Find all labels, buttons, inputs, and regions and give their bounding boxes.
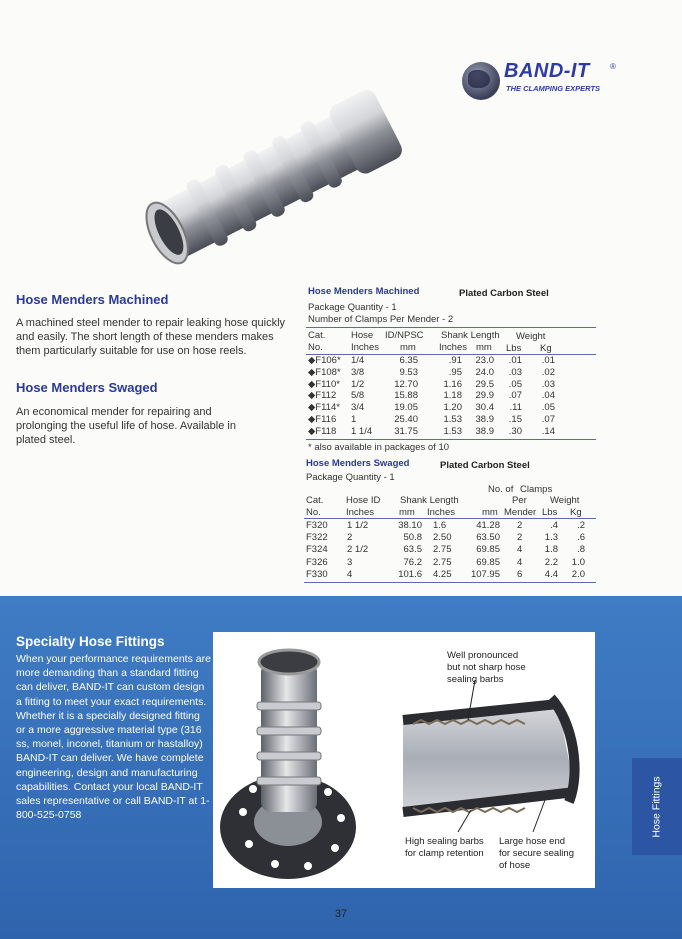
swaged-cell-cat: F330 bbox=[306, 568, 328, 580]
machined-cell-shank-in: 1.18 bbox=[443, 390, 462, 402]
col-lbs: Lbs bbox=[542, 507, 558, 518]
machined-cell-shank-in: 1.53 bbox=[443, 414, 462, 425]
col-cat: Cat. bbox=[308, 330, 326, 341]
logo-name: BAND-IT bbox=[504, 60, 590, 82]
machined-cell-hose: 1 1/4 bbox=[351, 425, 373, 437]
specialty-heading: Specialty Hose Fittings bbox=[16, 634, 165, 649]
col-mm: mm bbox=[482, 507, 498, 518]
table-divider bbox=[304, 582, 596, 583]
swaged-package-qty: Package Quantity - 1 bbox=[306, 472, 395, 483]
page-number: 37 bbox=[334, 908, 348, 920]
callout-line: for clamp retention bbox=[405, 848, 484, 859]
col-kg: Kg bbox=[540, 343, 552, 354]
col-no: No. bbox=[308, 342, 323, 353]
machined-cell-kg: .14 bbox=[541, 425, 555, 437]
swaged-cell-clamps: 2 bbox=[517, 520, 523, 531]
swaged-cell-clamps: 2 bbox=[517, 532, 523, 544]
swaged-cell-mm: 41.28 bbox=[476, 520, 500, 531]
machined-cell-hose: 5/8 bbox=[351, 390, 365, 402]
table-divider bbox=[306, 327, 596, 328]
col-no: No. bbox=[306, 507, 321, 518]
col-hose-id: Hose ID bbox=[346, 495, 381, 506]
machined-cell-id-mm: 6.35 bbox=[399, 355, 418, 366]
logo-tagline: THE CLAMPING EXPERTS bbox=[506, 84, 601, 93]
col-hose-inches: Inches bbox=[351, 342, 379, 353]
col-weight: Weight bbox=[516, 331, 546, 342]
swaged-cell-kg: .2 bbox=[577, 520, 585, 531]
machined-cell-lbs: .01 bbox=[508, 355, 522, 366]
machined-cell-shank-mm: 24.0 bbox=[475, 366, 494, 378]
col-shank-mm: mm bbox=[399, 507, 415, 518]
machined-cell-hose: 3/8 bbox=[351, 366, 365, 378]
col-shank-in: Inches bbox=[439, 342, 467, 353]
machined-cell-cat: ◆F106* bbox=[308, 355, 341, 366]
table-divider bbox=[304, 518, 596, 519]
machined-clamps: Number of Clamps Per Mender - 2 bbox=[308, 314, 454, 325]
col-lbs: Lbs bbox=[506, 343, 522, 354]
callout-line: Large hose end bbox=[499, 836, 566, 847]
machined-cell-shank-in: .91 bbox=[448, 355, 462, 366]
swaged-cell-mm: 69.85 bbox=[476, 556, 500, 568]
machined-cell-cat: ◆F118 bbox=[308, 425, 337, 437]
swaged-cell-shank-in: 4.25 bbox=[433, 568, 452, 580]
swaged-cell-shank-mm: 63.5 bbox=[403, 544, 422, 556]
swaged-cell-mm: 63.50 bbox=[476, 532, 500, 544]
machined-cell-cat: ◆F108* bbox=[308, 366, 341, 378]
col-shank: Shank Length bbox=[400, 495, 459, 506]
machined-cell-lbs: .05 bbox=[508, 378, 522, 390]
machined-cell-id-mm: 25.40 bbox=[394, 414, 418, 425]
swaged-cell-lbs: 4.4 bbox=[544, 568, 558, 580]
callout-line: for secure sealing bbox=[499, 848, 574, 859]
machined-cell-lbs: .30 bbox=[508, 425, 522, 437]
machined-cell-id-mm: 9.53 bbox=[399, 366, 418, 378]
machined-cell-kg: .02 bbox=[541, 366, 555, 378]
swaged-cell-mm: 69.85 bbox=[476, 544, 500, 556]
machined-cell-hose: 1 bbox=[351, 414, 357, 425]
logo-registered: ® bbox=[610, 62, 616, 71]
swaged-cell-shank-mm: 50.8 bbox=[403, 532, 422, 544]
swaged-material: Plated Carbon Steel bbox=[440, 460, 530, 471]
col-shank-in: Inches bbox=[427, 507, 455, 518]
machined-cell-cat: ◆F112 bbox=[308, 390, 337, 402]
swaged-cell-cat: F324 bbox=[306, 544, 328, 556]
machined-cell-id-mm: 15.88 bbox=[394, 390, 418, 402]
swaged-cell-hose: 2 1/2 bbox=[347, 544, 369, 556]
machined-cell-id-mm: 12.70 bbox=[394, 378, 418, 390]
col-no-of: No. of bbox=[488, 484, 514, 495]
col-cat: Cat. bbox=[306, 495, 324, 506]
swaged-cell-hose: 1 1/2 bbox=[347, 520, 369, 531]
machined-cell-shank-mm: 23.0 bbox=[475, 355, 494, 366]
machined-cell-cat: ◆F110* bbox=[308, 378, 340, 390]
machined-cell-lbs: .11 bbox=[509, 402, 522, 414]
callout-barbs-top bbox=[447, 650, 526, 686]
swaged-cell-mm: 107.95 bbox=[470, 568, 500, 580]
section-tab-text: Hose Fittings bbox=[651, 775, 663, 838]
machined-cell-shank-mm: 29.5 bbox=[475, 378, 494, 390]
callout-line: but not sharp hose bbox=[447, 662, 526, 673]
col-id-mm: mm bbox=[400, 342, 416, 353]
machined-cell-shank-mm: 38.9 bbox=[475, 425, 494, 437]
machined-cell-shank-in: 1.20 bbox=[443, 402, 462, 414]
machined-cell-kg: .03 bbox=[541, 378, 555, 390]
machined-cell-shank-mm: 38.9 bbox=[475, 414, 494, 425]
table-divider bbox=[306, 439, 596, 440]
swaged-cell-shank-in: 2.50 bbox=[433, 532, 452, 544]
callout-line: Well pronounced bbox=[447, 650, 519, 661]
callout-hose-end bbox=[499, 836, 574, 872]
swaged-cell-shank-mm: 101.6 bbox=[398, 568, 422, 580]
swaged-heading: Hose Menders Swaged bbox=[16, 380, 158, 395]
callout-line: sealing barbs bbox=[447, 674, 504, 685]
machined-cell-lbs: .03 bbox=[508, 366, 522, 378]
swaged-cell-hose: 2 bbox=[347, 532, 353, 544]
machined-cell-hose: 1/4 bbox=[351, 355, 365, 366]
machined-cell-kg: .04 bbox=[541, 390, 555, 402]
swaged-cell-kg: 1.0 bbox=[571, 556, 585, 568]
swaged-cell-lbs: 1.3 bbox=[544, 532, 558, 544]
machined-cell-cat: ◆F114* bbox=[308, 402, 340, 414]
swaged-cell-shank-mm: 76.2 bbox=[403, 556, 422, 568]
machined-cell-hose: 1/2 bbox=[351, 378, 365, 390]
swaged-cell-kg: .8 bbox=[577, 544, 585, 556]
swaged-cell-cat: F320 bbox=[306, 520, 328, 531]
machined-cell-hose: 3/4 bbox=[351, 402, 365, 414]
col-clamps: Clamps bbox=[520, 484, 553, 495]
col-per: Per bbox=[512, 495, 527, 506]
machined-heading: Hose Menders Machined bbox=[16, 292, 169, 307]
callout-line: High sealing barbs bbox=[405, 836, 484, 847]
col-hose-inches: Inches bbox=[346, 507, 374, 518]
globe-icon bbox=[462, 62, 500, 100]
machined-footnote: * also available in packages of 10 bbox=[308, 442, 450, 453]
swaged-cell-hose: 3 bbox=[347, 556, 353, 568]
section-tab-label bbox=[632, 758, 682, 855]
hose-mender-photo bbox=[110, 80, 430, 270]
machined-cell-id-mm: 19.05 bbox=[394, 402, 418, 414]
col-shank: Shank Length bbox=[441, 330, 500, 341]
machined-cell-shank-mm: 30.4 bbox=[475, 402, 494, 414]
swaged-cell-lbs: 2.2 bbox=[544, 556, 558, 568]
specialty-body: When your performance requirements are more demanding than a standard fitting can deliver, BAND-IT can custom design a fitting to meet your exact requirements. Whether it is a specially designed fitting or a more aggressive material type (316 ss, monel, inconel, titanium or hastalloy) BAND-IT can deliver. We have complete engineering, design and manufacturing capabilities. Contact your local BAND-IT sales representative or call BAND-IT at 1-800-525-0758 bbox=[16, 653, 211, 822]
machined-cell-shank-in: 1.16 bbox=[443, 378, 462, 390]
fittings-photo-panel bbox=[213, 632, 595, 888]
machined-cell-kg: .07 bbox=[541, 414, 555, 425]
band-it-logo bbox=[462, 60, 642, 104]
swaged-cell-lbs: 1.8 bbox=[544, 544, 558, 556]
machined-cell-lbs: .07 bbox=[508, 390, 522, 402]
col-idnpsc: ID/NPSC bbox=[385, 330, 424, 341]
machined-description: A machined steel mender to repair leaking hose quickly and easily. The short length of these menders makes them particularly suitable for use on hose reels. bbox=[16, 317, 286, 357]
machined-cell-shank-mm: 29.9 bbox=[475, 390, 494, 402]
col-weight: Weight bbox=[550, 495, 580, 506]
swaged-cell-hose: 4 bbox=[347, 568, 353, 580]
callout-barbs-bottom bbox=[405, 836, 484, 860]
machined-cell-shank-in: 1.53 bbox=[443, 425, 462, 437]
swaged-cell-cat: F322 bbox=[306, 532, 328, 544]
swaged-cell-clamps: 6 bbox=[517, 568, 523, 580]
machined-cell-kg: .05 bbox=[541, 402, 555, 414]
machined-cell-lbs: .15 bbox=[508, 414, 522, 425]
swaged-cell-shank-in: 1.6 bbox=[433, 520, 447, 531]
swaged-cell-clamps: 4 bbox=[517, 556, 523, 568]
col-mender: Mender bbox=[504, 507, 537, 518]
machined-cell-shank-in: .95 bbox=[448, 366, 462, 378]
machined-cell-cat: ◆F116 bbox=[308, 414, 337, 425]
col-kg: Kg bbox=[570, 507, 582, 518]
swaged-cell-kg: .6 bbox=[577, 532, 585, 544]
swaged-cell-lbs: .4 bbox=[550, 520, 558, 531]
swaged-table-title: Hose Menders Swaged bbox=[306, 458, 410, 469]
swaged-cell-clamps: 4 bbox=[517, 544, 523, 556]
machined-table-title: Hose Menders Machined bbox=[308, 286, 420, 297]
swaged-cell-shank-in: 2.75 bbox=[433, 556, 452, 568]
col-shank-mm: mm bbox=[476, 342, 492, 353]
swaged-cell-shank-in: 2.75 bbox=[433, 544, 452, 556]
machined-cell-id-mm: 31.75 bbox=[394, 425, 418, 437]
callout-line: of hose bbox=[499, 860, 531, 871]
swaged-description: An economical mender for repairing and prolonging the useful life of hose. Available in plated steel. bbox=[16, 406, 236, 446]
swaged-cell-shank-mm: 38.10 bbox=[398, 520, 422, 531]
machined-cell-kg: .01 bbox=[541, 355, 555, 366]
swaged-cell-kg: 2.0 bbox=[571, 568, 585, 580]
machined-package-qty: Package Quantity - 1 bbox=[308, 302, 397, 313]
col-hose: Hose bbox=[351, 330, 374, 341]
machined-material: Plated Carbon Steel bbox=[459, 288, 549, 299]
swaged-cell-cat: F326 bbox=[306, 556, 328, 568]
